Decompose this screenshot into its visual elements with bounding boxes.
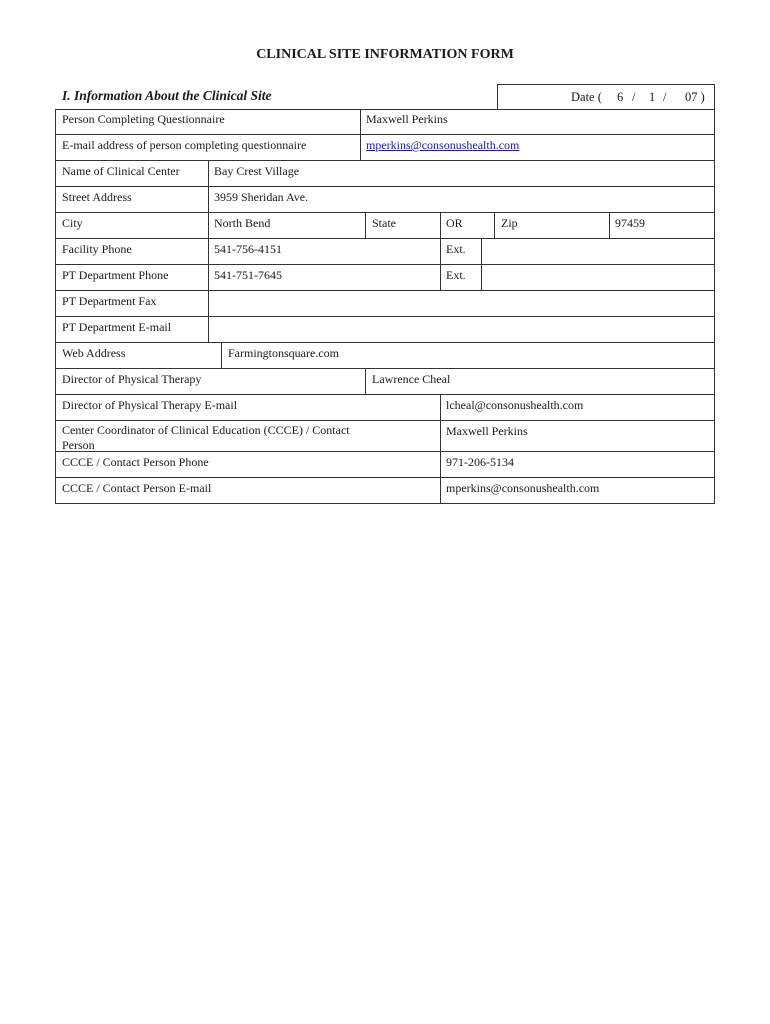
email-completing-link[interactable]: mperkins@consonushealth.com: [366, 138, 520, 152]
state-field[interactable]: OR: [446, 216, 463, 230]
pt-ext-field[interactable]: [482, 265, 714, 290]
pt-fax-field[interactable]: [209, 291, 714, 316]
facility-ext-label: Ext.: [446, 242, 466, 256]
date-label: Date (: [571, 90, 602, 104]
pt-email-label: PT Department E-mail: [62, 320, 172, 334]
pt-phone-field[interactable]: 541-751-7645: [214, 268, 282, 282]
pt-phone-label: PT Department Phone: [62, 268, 169, 282]
date-month[interactable]: 6: [617, 90, 624, 104]
person-completing-label: Person Completing Questionnaire: [62, 112, 225, 126]
email-completing-label: E-mail address of person completing questionnaire: [62, 138, 307, 152]
zip-field[interactable]: 97459: [615, 216, 645, 230]
person-completing-field[interactable]: Maxwell Perkins: [366, 112, 448, 126]
form-title: CLINICAL SITE INFORMATION FORM: [256, 47, 514, 62]
web-address-field[interactable]: Farmingtonsquare.com: [228, 346, 339, 360]
city-label: City: [62, 216, 83, 230]
facility-phone-field[interactable]: 541-756-4151: [214, 242, 282, 256]
zip-label: Zip: [501, 216, 518, 230]
pt-email-field[interactable]: [209, 317, 714, 342]
ccce-phone-label: CCCE / Contact Person Phone: [62, 455, 209, 469]
director-email-field[interactable]: lcheal@consonushealth.com: [446, 398, 584, 412]
web-address-label: Web Address: [62, 346, 126, 360]
street-label: Street Address: [62, 190, 132, 204]
director-field[interactable]: Lawrence Cheal: [372, 372, 451, 386]
section-heading: I. Information About the Clinical Site: [62, 88, 272, 103]
pt-fax-label: PT Department Fax: [62, 294, 157, 308]
director-email-label: Director of Physical Therapy E-mail: [62, 398, 238, 412]
ccce-phone-field[interactable]: 971-206-5134: [446, 455, 514, 469]
pt-ext-label: Ext.: [446, 268, 466, 282]
date-sep-1: /: [632, 90, 636, 104]
clinical-center-label: Name of Clinical Center: [62, 164, 180, 178]
date-box: [497, 84, 715, 110]
state-label: State: [372, 216, 396, 230]
director-label: Director of Physical Therapy: [62, 372, 202, 386]
date-day[interactable]: 1: [649, 90, 656, 104]
clinical-center-field[interactable]: Bay Crest Village: [214, 164, 300, 178]
facility-ext-field[interactable]: [482, 239, 714, 264]
ccce-field[interactable]: Maxwell Perkins: [446, 424, 528, 438]
ccce-email-label: CCCE / Contact Person E-mail: [62, 481, 212, 495]
city-field[interactable]: North Bend: [214, 216, 271, 230]
street-field[interactable]: 3959 Sheridan Ave.: [214, 190, 309, 204]
date-sep-2: /: [663, 90, 667, 104]
facility-phone-label: Facility Phone: [62, 242, 132, 256]
ccce-email-field[interactable]: mperkins@consonushealth.com: [446, 481, 600, 495]
date-year[interactable]: 07 ): [685, 90, 705, 104]
ccce-label: Center Coordinator of Clinical Education (CCCE) / Contact Person: [62, 423, 350, 452]
